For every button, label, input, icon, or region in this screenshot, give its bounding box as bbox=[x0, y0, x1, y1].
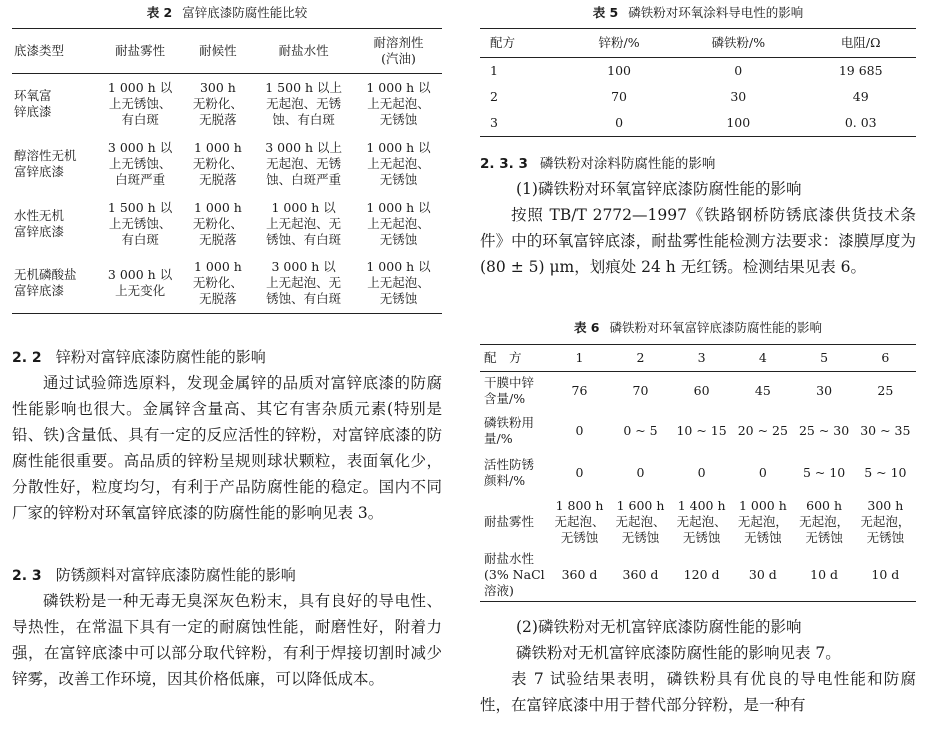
table-cell: 0 bbox=[636, 464, 645, 480]
row-label-cell: 环氧富 锌底漆 bbox=[14, 87, 52, 119]
table-cell: 360 d bbox=[561, 567, 598, 583]
table-row bbox=[12, 194, 442, 254]
table5-caption-number: 表 5 bbox=[592, 5, 619, 20]
row-label-cell: 磷铁粉用 量/% bbox=[484, 414, 535, 446]
column-header: 耐溶剂性 (汽油) bbox=[355, 29, 442, 74]
section-number: 2. 3. 3 bbox=[480, 156, 528, 172]
table-cell: 0 bbox=[758, 464, 767, 480]
column-header: 配方 bbox=[480, 29, 567, 58]
table-row bbox=[480, 372, 916, 410]
row-label-cell: 耐盐水性 (3% NaCl 溶液) bbox=[484, 551, 545, 599]
table6 bbox=[480, 344, 916, 602]
column-header: 6 bbox=[855, 345, 916, 372]
table-cell: 1 000 h 无粉化、 无脱落 bbox=[192, 259, 243, 307]
column-header: 锌粉/% bbox=[567, 29, 671, 58]
table5-caption-title: 磷铁粉对环氧涂料导电性的影响 bbox=[628, 5, 804, 20]
table-cell: 1 400 h 无起泡、 无锈蚀 bbox=[676, 497, 727, 545]
row-label-cell: 2 bbox=[490, 89, 498, 104]
table-cell: 1 000 h 以 上无起泡、 无锈蚀 bbox=[366, 79, 431, 127]
para1-body: 按照 TB/T 2772—1997《铁路钢桥防锈底漆供货技术条件》中的环氧富锌底漆，耐盐雾性能检测方法要求：漆膜厚度为(80 ± 5) μm，划痕处 24 h 无红锈。检测结果见表 6。 bbox=[480, 206, 916, 276]
row-label-cell: 活性防锈 颜料/% bbox=[484, 456, 535, 488]
column-header: 5 bbox=[793, 345, 854, 372]
table-cell: 3 000 h 以上 无起泡、无锈 蚀、白斑严重 bbox=[265, 139, 343, 187]
table-row bbox=[480, 410, 916, 452]
table-cell: 45 bbox=[754, 382, 771, 398]
table2-header-row bbox=[12, 29, 442, 74]
table-cell: 76 bbox=[571, 382, 588, 398]
row-label-cell: 1 bbox=[490, 63, 498, 78]
section-title: 防锈颜料对富锌底漆防腐性能的影响 bbox=[55, 566, 296, 584]
table-cell: 0. 03 bbox=[844, 115, 877, 130]
table2 bbox=[12, 28, 442, 314]
table-cell: 30 ~ 35 bbox=[860, 422, 911, 438]
table-cell: 25 bbox=[877, 382, 894, 398]
column-header: 配 方 bbox=[480, 345, 549, 372]
row-label-cell: 耐盐雾性 bbox=[484, 513, 535, 529]
table-cell: 600 h 无起泡， 无锈蚀 bbox=[799, 497, 850, 545]
table-cell: 1 500 h 以 上无锈蚀、 有白斑 bbox=[107, 199, 173, 247]
row-label-cell: 干膜中锌 含量/% bbox=[484, 374, 535, 406]
table-cell: 120 d bbox=[683, 567, 720, 583]
table6-caption-title: 磷铁粉对环氧富锌底漆防腐性能的影响 bbox=[609, 320, 823, 335]
table-cell: 10 d bbox=[810, 567, 839, 583]
table-cell: 1 000 h 无粉化、 无脱落 bbox=[192, 199, 243, 247]
row-label-cell: 醇溶性无机 富锌底漆 bbox=[14, 147, 77, 179]
column-header: 耐盐雾性 bbox=[97, 29, 184, 74]
table-row bbox=[12, 74, 442, 134]
table-cell: 30 bbox=[730, 89, 747, 104]
row-label-cell: 水性无机 富锌底漆 bbox=[14, 207, 65, 239]
table-cell: 3 000 h 以 上无锈蚀、 白斑严重 bbox=[107, 139, 173, 187]
table-row bbox=[480, 550, 916, 602]
section-2-3-body: 磷铁粉是一种无毒无臭深灰色粉末，具有良好的导电性、导热性，在常温下具有一定的耐腐蚀性能，耐磨性好，附着力强，在富锌底漆中可以部分取代锌粉，有利于焊接切割时减少锌雾，改善工作环境，因其价格低廉，可以降低成本。 bbox=[12, 592, 442, 688]
para1-heading: (1)磷铁粉对环氧富锌底漆防腐性能的影响 bbox=[516, 180, 802, 198]
section-title: 锌粉对富锌底漆防腐性能的影响 bbox=[55, 348, 266, 366]
table-cell: 0 bbox=[734, 63, 743, 78]
section-2-2-heading bbox=[12, 344, 266, 371]
table-cell: 3 000 h 以 上无起泡、无 锈蚀、有白斑 bbox=[266, 259, 342, 307]
table6-caption bbox=[480, 320, 916, 336]
column-header: 耐盐水性 bbox=[252, 29, 355, 74]
row-label-cell: 无机磷酸盐 富锌底漆 bbox=[14, 267, 77, 299]
table-row bbox=[480, 84, 916, 110]
column-header: 1 bbox=[549, 345, 610, 372]
table-cell: 1 000 h 以 上无起泡、无 锈蚀、有白斑 bbox=[266, 199, 342, 247]
column-header: 电阻/Ω bbox=[805, 29, 916, 58]
column-header: 耐候性 bbox=[184, 29, 253, 74]
column-header: 2 bbox=[610, 345, 671, 372]
table-row bbox=[480, 494, 916, 550]
table-cell: 0 ~ 5 bbox=[623, 422, 658, 438]
table2-caption-number: 表 2 bbox=[146, 5, 173, 20]
table-cell: 10 ~ 15 bbox=[676, 422, 727, 438]
table-cell: 30 d bbox=[748, 567, 777, 583]
table-cell: 1 500 h 以上 无起泡、无锈 蚀、有白斑 bbox=[265, 79, 343, 127]
table-row bbox=[12, 254, 442, 314]
table-cell: 1 000 h 以 上无起泡、 无锈蚀 bbox=[366, 259, 431, 307]
table-cell: 1 600 h 无起泡、 无锈蚀 bbox=[615, 497, 666, 545]
table-cell: 3 000 h 以 上无变化 bbox=[107, 267, 173, 299]
table6-header-row bbox=[480, 345, 916, 372]
table5-caption bbox=[480, 5, 916, 21]
section-title: 磷铁粉对涂料防腐性能的影响 bbox=[539, 156, 716, 172]
table-row bbox=[12, 134, 442, 194]
table-cell: 0 bbox=[575, 422, 584, 438]
row-label-cell: 3 bbox=[490, 115, 498, 130]
table5 bbox=[480, 28, 916, 137]
section-2-2-body: 通过试验筛选原料，发现金属锌的品质对富锌底漆的防腐性能影响也很大。金属锌含量高、其它有害杂质元素(特别是铅、铁)含量低、具有一定的反应活性的锌粉，对富锌底漆的防腐性能很重要。高品质的锌粉呈规则球状颗粒，表面氧化少，分散性好，粒度均匀，有利于产品防腐性能的稳定。国内不同厂家的锌粉对环氧富锌底漆的防腐性能的影响见表 3。 bbox=[12, 374, 442, 522]
column-header: 磷铁粉/% bbox=[671, 29, 805, 58]
table-cell: 0 bbox=[615, 115, 624, 130]
table-cell: 25 ~ 30 bbox=[798, 422, 850, 438]
table-cell: 360 d bbox=[622, 567, 659, 583]
table-cell: 300 h 无起泡， 无锈蚀 bbox=[860, 497, 911, 545]
table-row bbox=[480, 58, 916, 85]
table-cell: 19 685 bbox=[838, 63, 883, 78]
para2-body: 表 7 试验结果表明，磷铁粉具有优良的导电性能和防腐性，在富锌底漆中用于替代部分锌粉，是一种有 bbox=[480, 670, 916, 714]
table-cell: 100 bbox=[607, 63, 631, 78]
table5-header-row bbox=[480, 29, 916, 58]
table-row bbox=[480, 110, 916, 137]
table2-caption-title: 富锌底漆防腐性能比较 bbox=[182, 5, 308, 20]
table-cell: 1 000 h 无粉化、 无脱落 bbox=[192, 139, 243, 187]
section-number: 2. 2 bbox=[12, 350, 42, 366]
table-cell: 20 ~ 25 bbox=[737, 422, 788, 438]
table-cell: 0 bbox=[697, 464, 706, 480]
table6-caption-number: 表 6 bbox=[573, 320, 600, 335]
table-cell: 1 000 h 无起泡， 无锈蚀 bbox=[737, 497, 788, 545]
table-cell: 1 000 h 以 上无锈蚀、 有白斑 bbox=[107, 79, 173, 127]
column-header: 底漆类型 bbox=[12, 29, 97, 74]
para2-heading: (2)磷铁粉对无机富锌底漆防腐性能的影响 bbox=[516, 618, 802, 636]
table-cell: 5 ~ 10 bbox=[802, 464, 846, 480]
table-cell: 5 ~ 10 bbox=[864, 464, 907, 480]
table-cell: 100 bbox=[726, 115, 751, 130]
table-row bbox=[480, 452, 916, 494]
para2-line1: 磷铁粉对无机富锌底漆防腐性能的影响见表 7。 bbox=[516, 644, 841, 662]
table-cell: 1 800 h 无起泡、 无锈蚀 bbox=[554, 497, 605, 545]
table-cell: 1 000 h 以 上无起泡、 无锈蚀 bbox=[366, 139, 431, 187]
column-header: 3 bbox=[671, 345, 732, 372]
table-cell: 300 h 无粉化、 无脱落 bbox=[192, 79, 243, 127]
table-cell: 49 bbox=[852, 89, 869, 104]
table-cell: 70 bbox=[611, 89, 628, 104]
table-cell: 0 bbox=[575, 464, 584, 480]
table-cell: 1 000 h 以 上无起泡、 无锈蚀 bbox=[366, 199, 431, 247]
table-cell: 10 d bbox=[871, 567, 900, 583]
section-number: 2. 3 bbox=[12, 568, 42, 584]
column-header: 4 bbox=[732, 345, 793, 372]
section-2-3-heading bbox=[12, 562, 296, 589]
table-cell: 30 bbox=[816, 382, 833, 398]
table2-caption bbox=[12, 5, 442, 21]
table-cell: 70 bbox=[632, 382, 649, 398]
section-2-3-3-heading bbox=[480, 152, 715, 172]
table-cell: 60 bbox=[693, 382, 710, 398]
